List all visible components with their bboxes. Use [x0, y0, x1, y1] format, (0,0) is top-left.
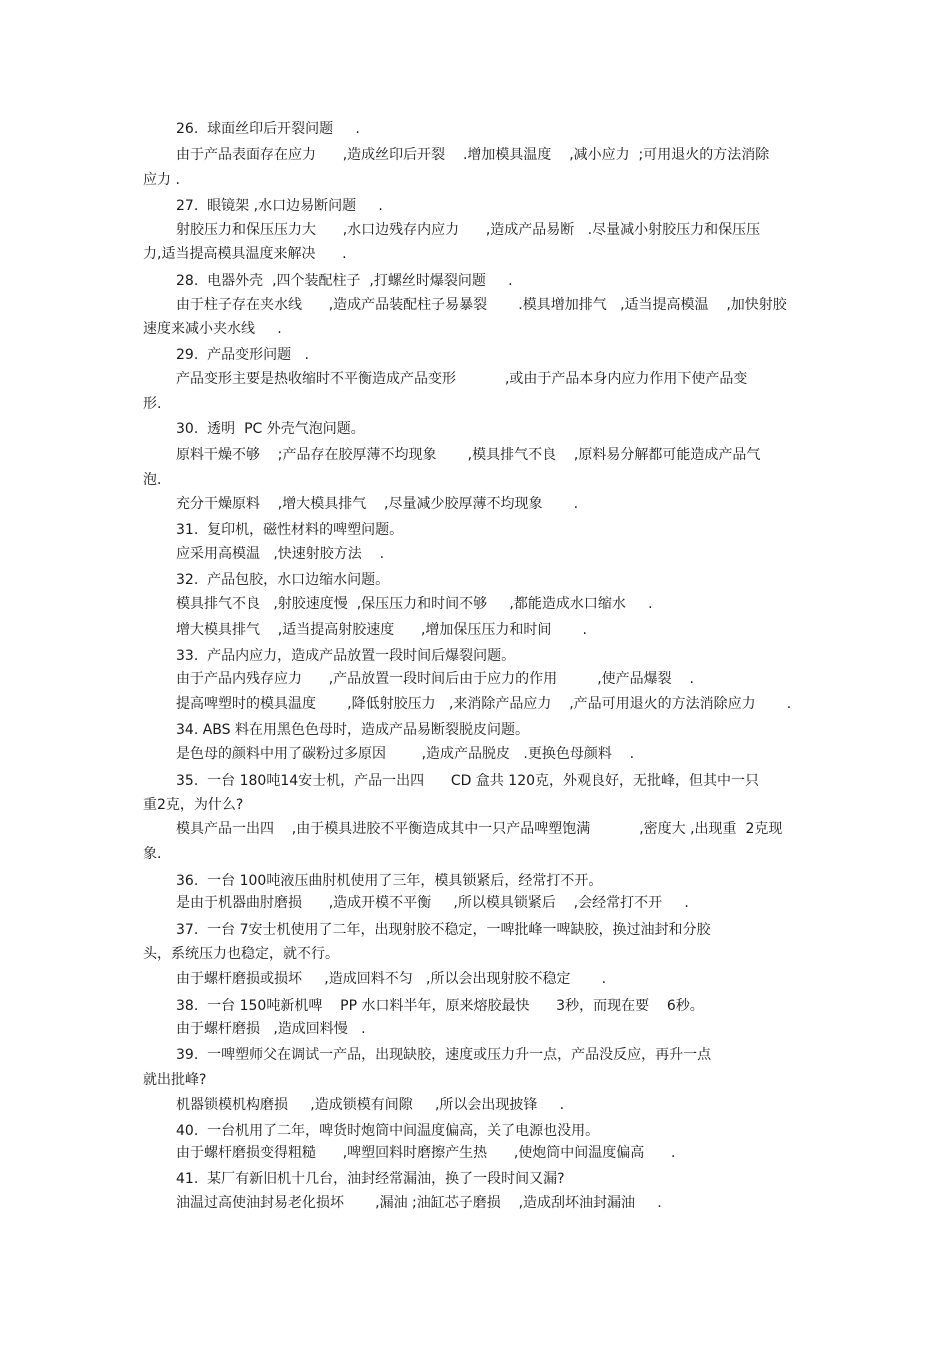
- answer-line: 模具排气不良 ,射胶速度慢 ,保压压力和时间不够 ,都能造成水口缩水 .: [176, 596, 653, 612]
- continuation-line: 泡.: [143, 472, 162, 488]
- question-line: 26. 球面丝印后开裂问题 .: [176, 121, 360, 137]
- question-line: 33. 产品内应力，造成产品放置一段时间后爆裂问题。: [176, 648, 516, 664]
- answer-line: 射胶压力和保压压力大 ,水口边残存内应力 ,造成产品易断 .尽量减小射胶压力和保压压: [176, 222, 761, 238]
- answer-line: 由于螺杆磨损变得粗糙 ,啤塑回料时磨擦产生热 ,使炮筒中间温度偏高 .: [176, 1145, 676, 1161]
- continuation-line: 头，系统压力也稳定，就不行。: [143, 946, 339, 962]
- continuation-line: 应力 .: [143, 172, 180, 188]
- question-line: 31. 复印机，磁性材料的啤塑问题。: [176, 522, 404, 538]
- answer-line: 是由于机器曲肘磨损 ,造成开模不平衡 ,所以模具锁紧后 ,会经常打不开 .: [176, 895, 689, 911]
- answer-line: 充分干燥原料 ,增大模具排气 ,尽量减少胶厚薄不均现象 .: [176, 496, 579, 512]
- question-line: 28. 电器外壳 ,四个装配柱子 ,打螺丝时爆裂问题 .: [176, 273, 513, 289]
- answer-line: 是色母的颜料中用了碳粉过多原因 ,造成产品脱皮 .更换色母颜料 .: [176, 746, 635, 762]
- question-line: 29. 产品变形问题 .: [176, 347, 309, 363]
- question-line: 27. 眼镜架 ,水口边易断问题 .: [176, 198, 383, 214]
- continuation-line: 形.: [143, 396, 162, 412]
- answer-line: 油温过高使油封易老化损坏 ,漏油 ;油缸芯子磨损 ,造成刮坏油封漏油 .: [176, 1195, 662, 1211]
- answer-line: 应采用高模温 ,快速射胶方法 .: [176, 546, 385, 562]
- answer-line: 由于产品内残存应力 ,产品放置一段时间后由于应力的作用 ,使产品爆裂 .: [176, 671, 694, 687]
- answer-line: 增大模具排气 ,适当提高射胶速度 ,增加保压压力和时间 .: [176, 622, 588, 638]
- answer-line: 由于柱子存在夹水线 ,造成产品装配柱子易暴裂 .模具增加排气 ,适当提高模温 ,加快射胶: [176, 297, 787, 313]
- question-line: 38. 一台 150吨新机啤 PP 水口料半年，原来熔胶最快 3秒，而现在要 6秒。: [176, 998, 704, 1014]
- answer-line: 原料干燥不够 ;产品存在胶厚薄不均现象 ,模具排气不良 ,原料易分解都可能造成产品气: [176, 447, 761, 463]
- question-line: 40. 一台机用了二年，啤货时炮筒中间温度偏高，关了电源也没用。: [176, 1123, 600, 1139]
- answer-line: 由于螺杆磨损或损坏 ,造成回料不匀 ,所以会出现射胶不稳定 .: [176, 971, 607, 987]
- question-line: 36. 一台 100吨液压曲肘机使用了三年，模具锁紧后，经常打不开。: [176, 873, 603, 889]
- answer-line: 由于产品表面存在应力 ,造成丝印后开裂 .增加模具温度 ,减小应力 ;可用退火的方法消除: [176, 147, 770, 163]
- answer-line: 由于螺杆磨损 ,造成回料慢 .: [176, 1021, 366, 1037]
- question-line: 41. 某厂有新旧机十几台，油封经常漏油，换了一段时间又漏?: [176, 1171, 565, 1187]
- continuation-line: 就出批峰?: [143, 1072, 207, 1088]
- question-line: 35. 一台 180吨14安士机，产品一出四 CD 盒共 120克，外观良好，无批峰，但其中一只: [176, 773, 760, 789]
- continuation-line: 重2克，为什么?: [143, 797, 244, 813]
- answer-line: 机器锁模机构磨损 ,造成锁模有间隙 ,所以会出现披锋 .: [176, 1097, 565, 1113]
- continuation-line: 速度来减小夹水线 .: [143, 321, 282, 337]
- question-line: 34. ABS 料在用黑色色母时，造成产品易断裂脱皮问题。: [176, 722, 529, 738]
- answer-line: 提高啤塑时的模具温度 ,降低射胶压力 ,来消除产品应力 ,产品可用退火的方法消除应力 .: [176, 696, 792, 712]
- question-line: 37. 一台 7安士机使用了二年，出现射胶不稳定，一啤批峰一啤缺胶，换过油封和分胶: [176, 922, 711, 938]
- question-line: 39. 一啤塑师父在调试一产品，出现缺胶，速度或压力升一点，产品没反应，再升一点: [176, 1047, 712, 1063]
- continuation-line: 力,适当提高模具温度来解决 .: [143, 246, 347, 262]
- question-line: 32. 产品包胶，水口边缩水问题。: [176, 572, 390, 588]
- answer-line: 产品变形主要是热收缩时不平衡造成产品变形 ,或由于产品本身内应力作用下使产品变: [176, 371, 748, 387]
- question-line: 30. 透明 PC 外壳气泡问题。: [176, 421, 365, 437]
- answer-line: 模具产品一出四 ,由于模具进胶不平衡造成其中一只产品啤塑饱满 ,密度大 ,出现重 2克现: [176, 821, 783, 837]
- continuation-line: 象.: [143, 846, 162, 862]
